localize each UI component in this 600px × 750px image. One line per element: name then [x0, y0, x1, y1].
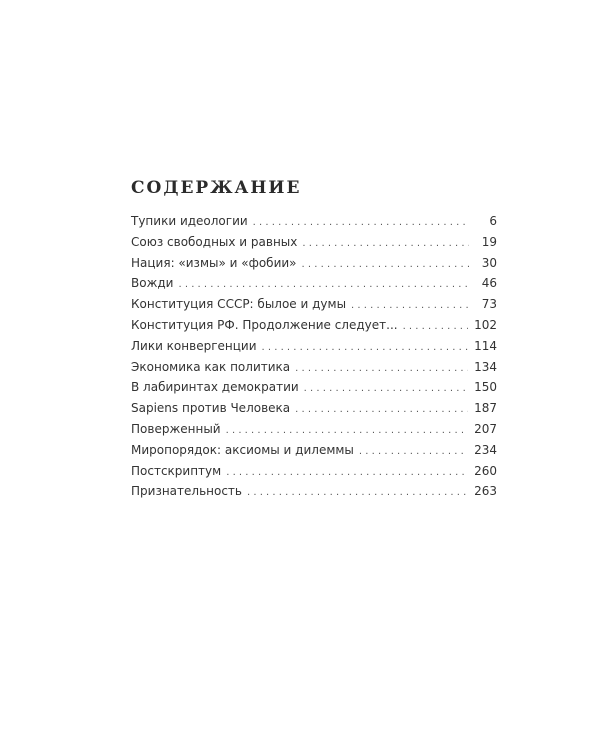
toc-page-number: 187 — [474, 401, 497, 416]
toc-entry — [131, 401, 497, 422]
toc-entry-title: В лабиринтах демократии — [131, 380, 299, 395]
dot-leader — [226, 467, 468, 478]
toc-entry — [131, 380, 497, 401]
toc-heading: СОДЕРЖАНИЕ — [131, 178, 302, 198]
toc-page-number: 114 — [474, 338, 497, 353]
dot-leader — [304, 383, 468, 394]
toc-entry — [131, 214, 497, 235]
toc-page-number: 207 — [474, 421, 497, 436]
toc-entry-title: Миропорядок: аксиомы и дилеммы — [131, 442, 354, 457]
dot-leader — [302, 259, 469, 270]
toc-entry — [131, 484, 497, 505]
toc-page-number: 102 — [474, 317, 497, 332]
toc-entry — [131, 443, 497, 464]
toc-page-number: 6 — [489, 214, 497, 228]
toc-entry-title: Признательность — [131, 484, 242, 499]
toc-page-number: 263 — [474, 484, 497, 499]
dot-leader — [178, 279, 469, 290]
toc-entry-title: Постскриптум — [131, 463, 222, 478]
toc-entry — [131, 422, 497, 443]
toc-page-number: 46 — [481, 276, 497, 291]
dot-leader — [247, 487, 468, 498]
toc-page-number: 134 — [474, 359, 497, 374]
toc-entry — [131, 360, 497, 381]
dot-leader — [295, 404, 468, 415]
toc-page-number: 260 — [474, 463, 497, 478]
dot-leader — [359, 446, 468, 457]
toc-entry — [131, 339, 497, 360]
table-of-contents — [131, 214, 497, 505]
dot-leader — [226, 425, 468, 436]
toc-entry — [131, 297, 497, 318]
toc-entry-title: Тупики идеологии — [131, 214, 248, 228]
toc-page-number: 19 — [481, 234, 497, 249]
toc-entry-title: Экономика как политика — [131, 359, 291, 374]
toc-entry-title: Поверженный — [131, 421, 221, 436]
toc-entry-title: Конституция РФ. Продолжение следует... — [131, 317, 398, 332]
toc-entry — [131, 235, 497, 256]
toc-entry-title: Лики конвергенции — [131, 338, 257, 353]
toc-entry — [131, 318, 497, 339]
dot-leader — [295, 363, 468, 374]
toc-entry-title: Нация: «измы» и «фобии» — [131, 255, 297, 270]
dot-leader — [302, 238, 469, 249]
toc-entry-title: Вожди — [131, 276, 174, 291]
toc-entry-title: Союз свободных и равных — [131, 234, 298, 249]
toc-page-number: 73 — [481, 297, 497, 312]
dot-leader — [253, 217, 469, 228]
toc-entry-title: Конституция СССР: былое и думы — [131, 297, 347, 312]
dot-leader — [403, 321, 469, 332]
toc-entry-title: Sapiens против Человека — [131, 401, 291, 416]
toc-entry — [131, 464, 497, 485]
toc-page-number: 30 — [481, 255, 497, 270]
toc-page-number: 150 — [474, 380, 497, 395]
toc-entry — [131, 256, 497, 277]
toc-entry — [131, 276, 497, 297]
dot-leader — [351, 300, 469, 311]
toc-page-number: 234 — [474, 442, 497, 457]
dot-leader — [262, 342, 469, 353]
